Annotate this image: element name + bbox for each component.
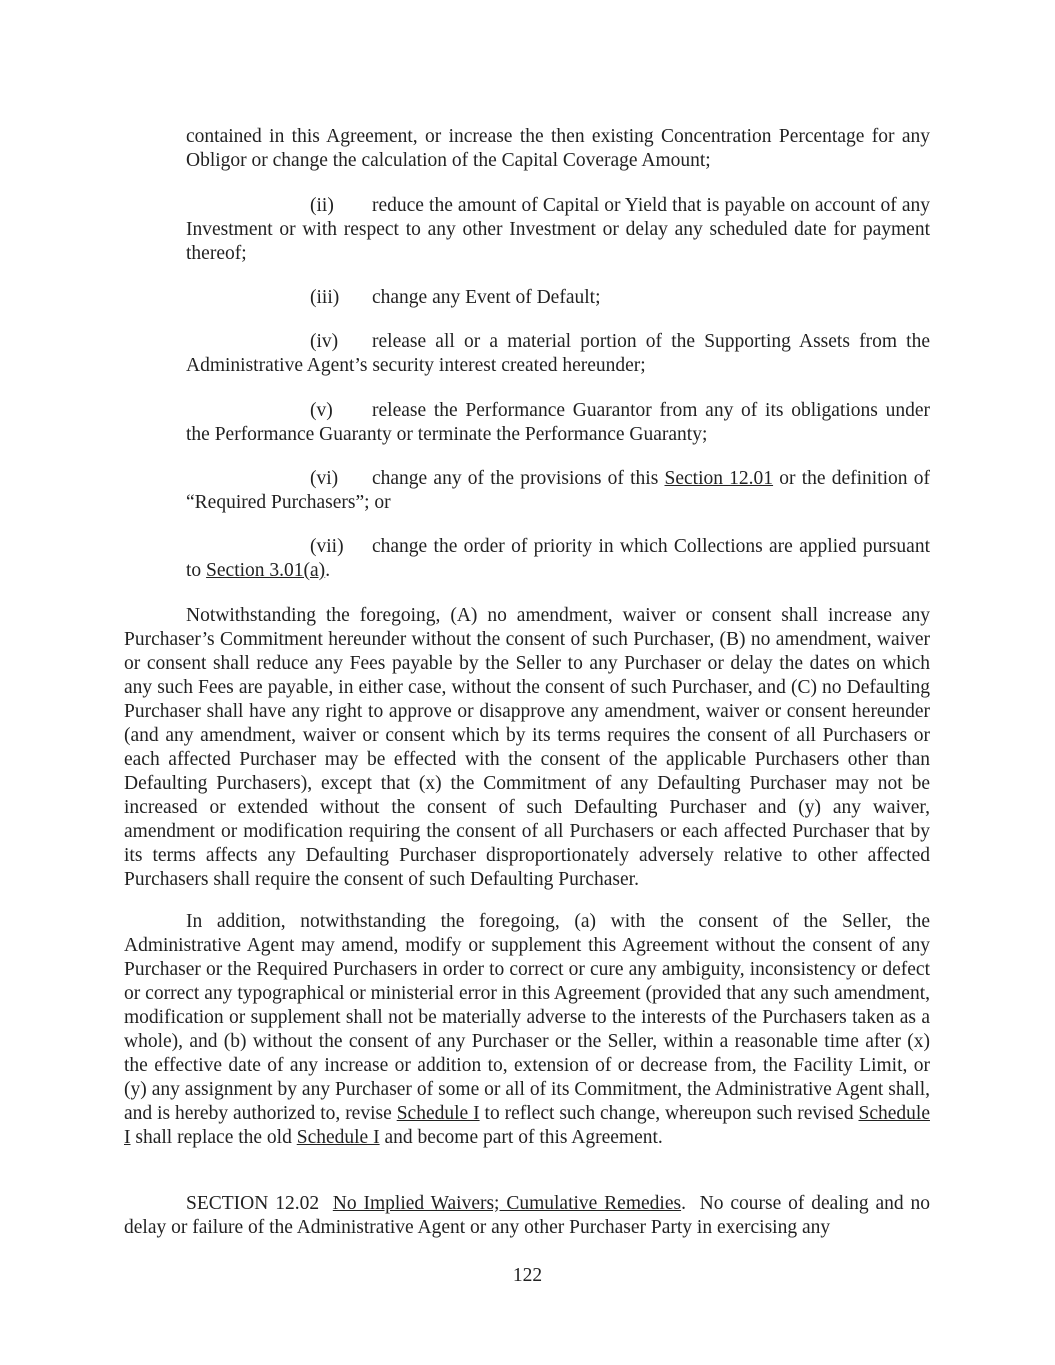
section-12-01-reference: Section 12.01 — [664, 468, 774, 489]
notwithstanding-paragraph: Notwithstanding the foregoing, (A) no amendment, waiver or consent shall increase any Purchaser’s Commitment hereunder without the consent of such Purchaser, (B) no amendment, waiver or consent shall reduce any Fees payable by the Seller to any Purchaser or delay the dates on which any such Fees are payable, in either case, without the consent of such Purchaser, and (C) no Defaulting Purchaser shall have any right to approve or disapprove any amendment, waiver or consent hereunder (and any amendment, waiver or consent which by its terms requires the consent of all Purchasers or each affected Purchaser may be effected with the consent of the applicable Purchasers other than Defaulting Purchasers), except that (x) the Commitment of any Defaulting Purchaser may not be increased or extended without the consent of such Defaulting Purchaser and (y) any waiver, amendment or modification requiring the consent of all Purchasers or each affected Purchaser that by its terms affects any Defaulting Purchaser disproportionately adversely relative to other affected Purchasers shall require the consent of such Defaulting Purchaser. — [124, 605, 930, 890]
section-text: No course of dealing and no delay or failure of the Administrative Agent or any other Purchaser Party in exercising any — [124, 1193, 930, 1238]
schedule-i-reference: Schedule I — [124, 1103, 930, 1148]
section-title-end: . — [681, 1193, 686, 1214]
addition-text: In addition, notwithstanding the foregoing, (a) with the consent of the Seller, the Administrative Agent may amend, modify or supplement this Agreement without the consent of any Purchaser or the Required Purchasers in order to correct or cure any ambiguity, inconsistency or defect or correct any typographical or ministerial error in this Agreement (provided that any such amendment, modification or supplement shall not be materially adverse to the interests of the Purchasers taken as a whole), and (b) without the consent of any Purchaser or the Seller, within a reasonable time after (x) the effective date of any increase or addition to, extension of or decrease from, the Facility Limit, or (y) any assignment by any Purchaser of some or all of its Commitment, the Administrative Agent shall, and is hereby authorized to, revise — [124, 911, 930, 1124]
item-number: (vii) — [310, 536, 344, 557]
addition-text: and become part of this Agreement. — [379, 1127, 663, 1148]
list-item — [186, 467, 930, 515]
section-3-01a-reference: Section 3.01(a) — [206, 560, 326, 581]
list-item — [186, 399, 930, 447]
item-text-post: . — [325, 560, 331, 581]
addition-text: shall replace the old — [130, 1127, 297, 1148]
item-text-post: or the definition of “Required Purchasers”; or — [186, 468, 930, 513]
item-number: (iv) — [310, 331, 339, 352]
schedule-i-reference: Schedule I — [296, 1127, 380, 1148]
item-number: (ii) — [310, 195, 334, 216]
item-text: reduce the amount of Capital or Yield that is payable on account of any Investment or with respect to any other Investment or delay any scheduled date for payment thereof; — [186, 195, 930, 264]
list-item — [186, 330, 930, 378]
schedule-i-reference: Schedule I — [396, 1103, 480, 1124]
item-text-pre: change the order of priority in which Collections are applied pursuant to — [186, 536, 930, 581]
item-number: (iii) — [310, 287, 340, 308]
item-text: change any Event of Default; — [372, 287, 601, 308]
list-item — [186, 535, 930, 583]
section-number: SECTION 12.02 — [186, 1193, 320, 1214]
list-item — [186, 286, 930, 310]
item-text: release all or a material portion of the Supporting Assets from the Administrative Agent’s security interest created hereunder; — [186, 331, 930, 376]
continuation-paragraph: contained in this Agreement, or increase the then existing Concentration Percentage for any Obligor or change the calculation of the Capital Coverage Amount; — [186, 126, 930, 171]
item-number: (v) — [310, 400, 333, 421]
page-number: 122 — [512, 1265, 543, 1286]
section-12-02-paragraph — [124, 1192, 930, 1240]
addition-text: to reflect such change, whereupon such revised — [479, 1103, 859, 1124]
item-number: (vi) — [310, 468, 339, 489]
item-text-pre: change any of the provisions of this — [372, 468, 665, 489]
addition-paragraph — [124, 910, 930, 1150]
item-text: release the Performance Guarantor from any of its obligations under the Performance Guaranty or terminate the Performance Guaranty; — [186, 400, 930, 445]
list-item — [186, 194, 930, 266]
section-title: No Implied Waivers; Cumulative Remedies — [332, 1193, 682, 1214]
